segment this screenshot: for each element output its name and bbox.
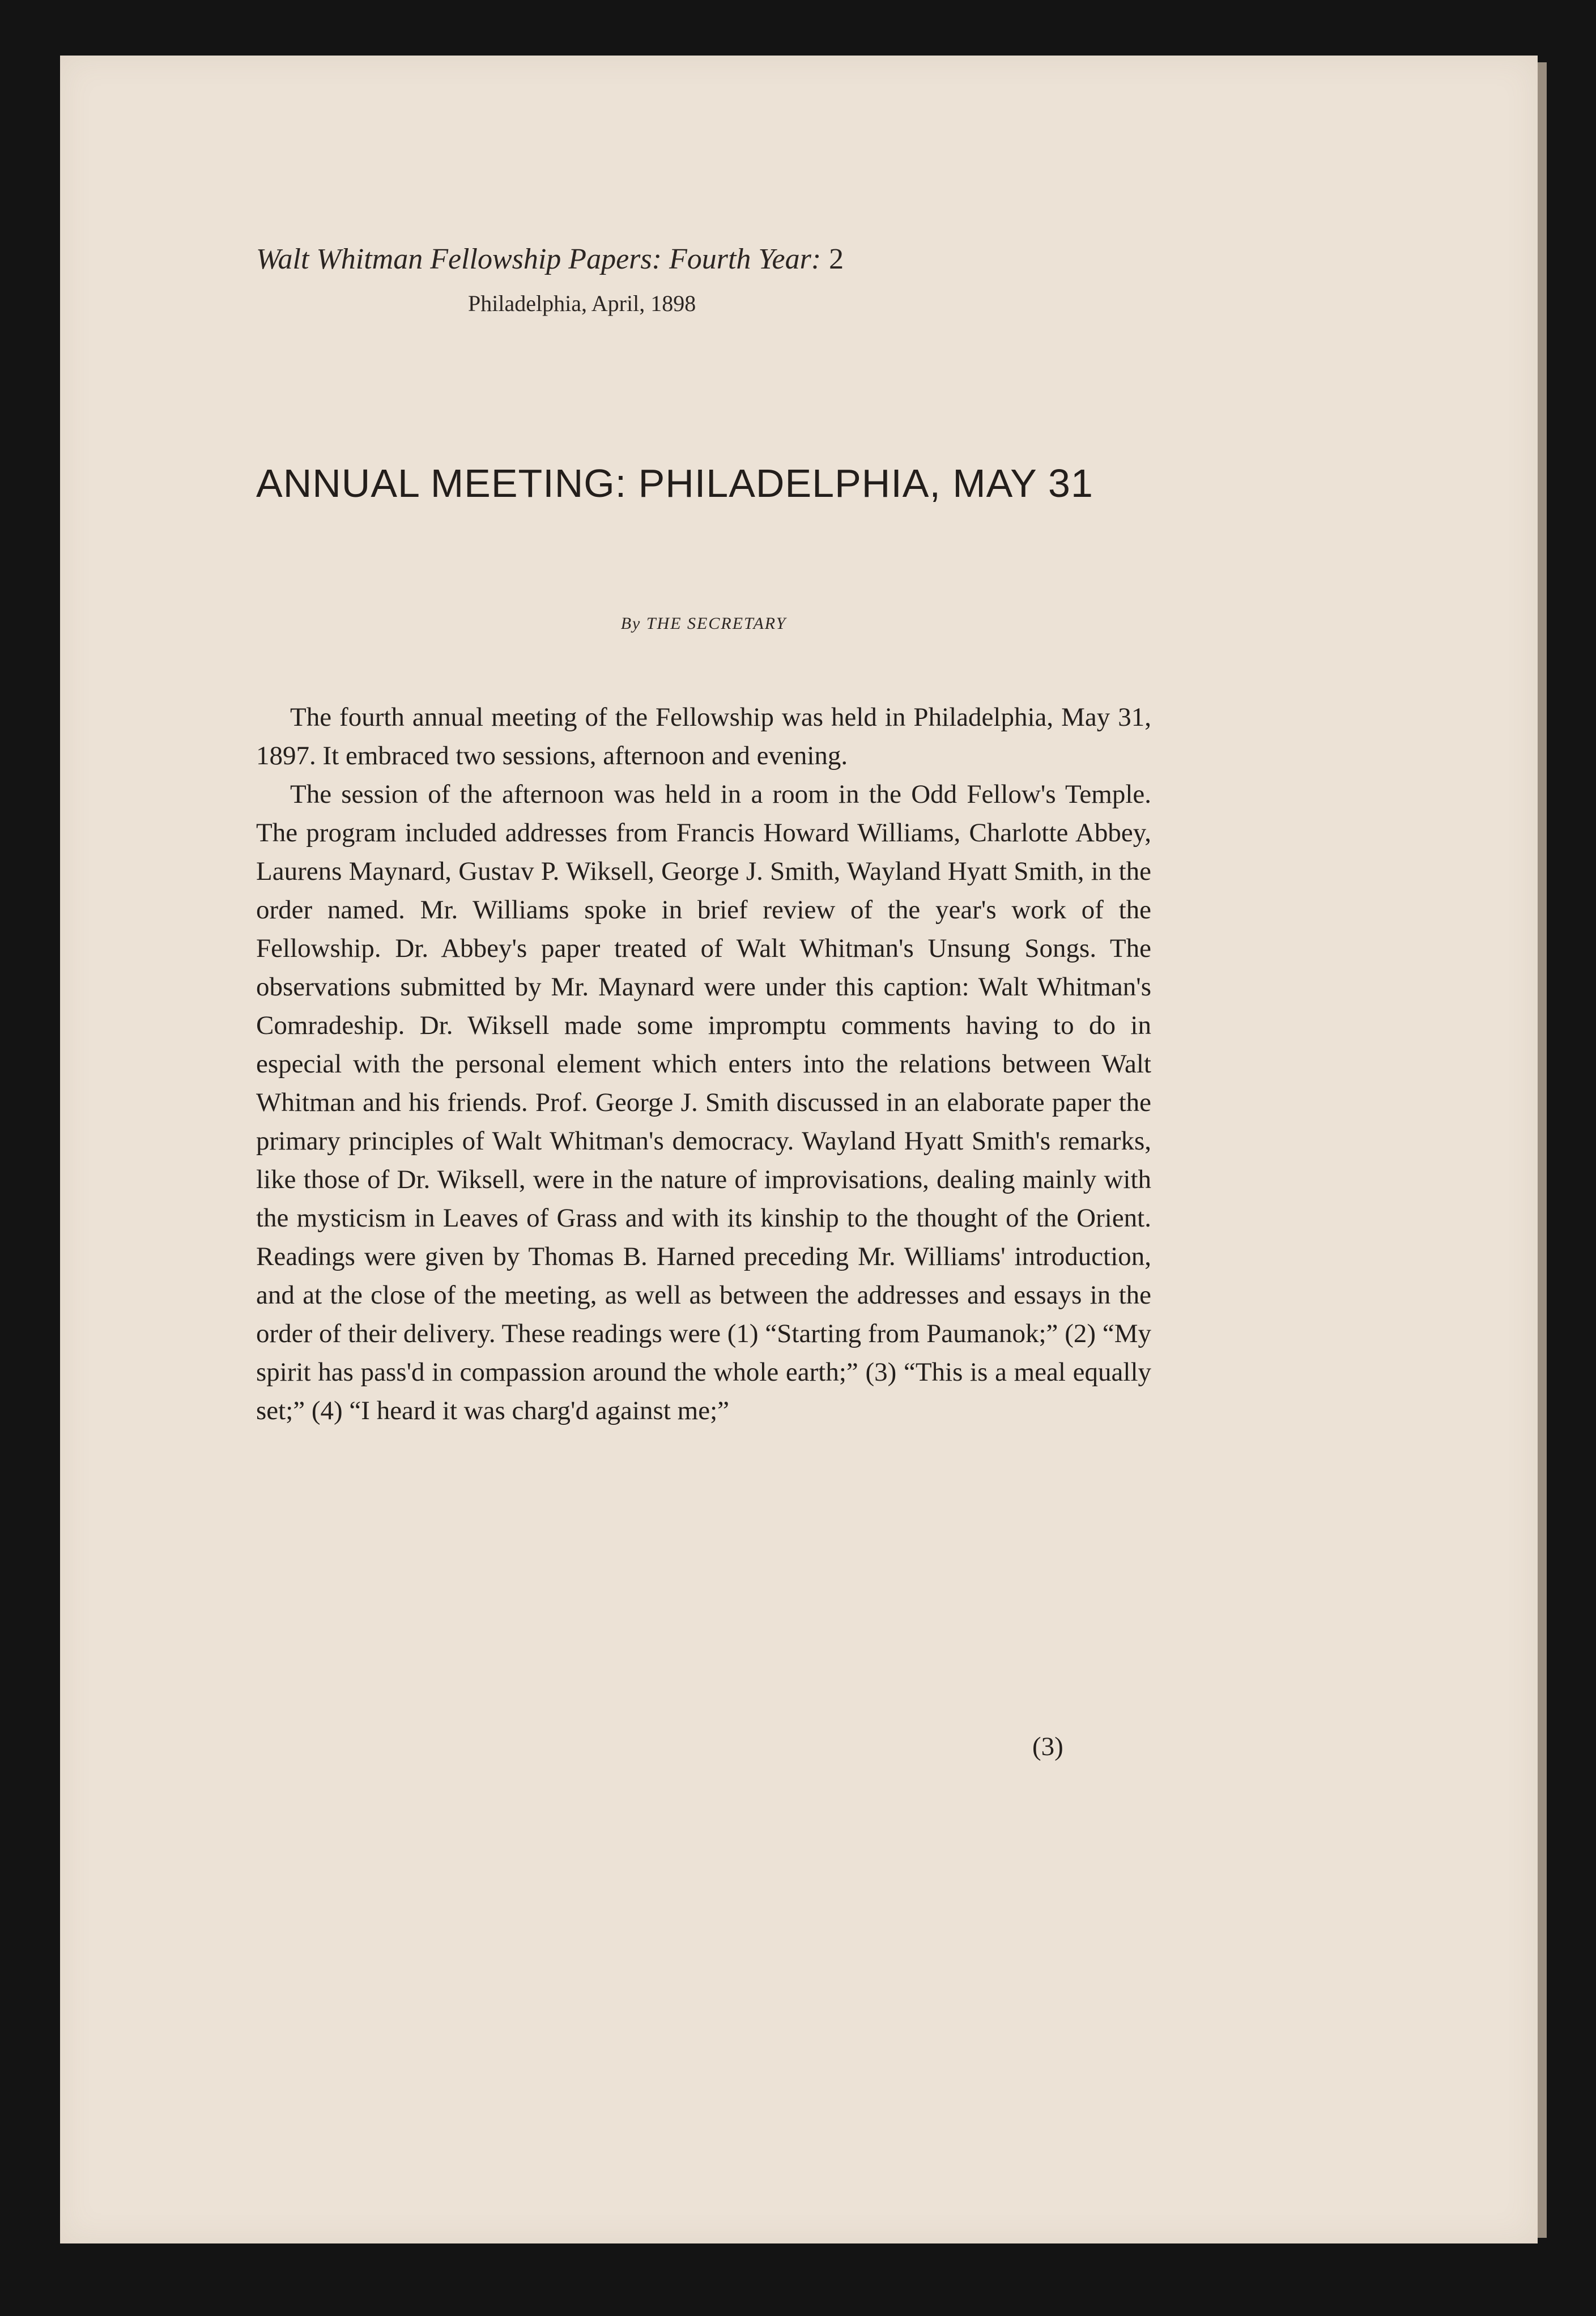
series-title: Walt Whitman Fellowship Papers: Fourth Year:	[256, 243, 822, 275]
paragraph: The fourth annual meeting of the Fellowship was held in Philadelphia, May 31, 1897. It embraced two sessions, afternoon and evening.	[256, 703, 1151, 770]
article-body	[256, 698, 1151, 1430]
running-head	[256, 245, 1049, 274]
article-title: ANNUAL MEETING: PHILADELPHIA, MAY 31	[256, 461, 1093, 505]
page-number: (3)	[1032, 1732, 1063, 1761]
series-number: 2	[829, 243, 844, 275]
paragraph: The session of the afternoon was held in a room in the Odd Fellow's Temple. The program included addresses from Francis Howard Williams, Charlotte Abbey, Laurens Maynard, Gustav P. Wiksell, George J. Smith, Wayland Hyatt Smith, in the order named. Mr. Williams spoke in brief review of the year's work of the Fellowship. Dr. Abbey's paper treated of Walt Whitman's Unsung Songs. The observations submitted by Mr. Maynard were under this caption: Walt Whitman's Comradeship. Dr. Wiksell made some impromptu comments having to do in especial with the personal element which enters into the relations between Walt Whitman and his friends. Prof. George J. Smith discussed in an elaborate paper the primary principles of Walt Whitman's democracy. Wayland Hyatt Smith's remarks, like those of Dr. Wiksell, were in the nature of improvisations, dealing mainly with the mysticism in Leaves of Grass and with its kinship to the thought of the Orient. Readings were given by Thomas B. Harned preceding Mr. Williams' introduction, and at the close of the meeting, as well as between the addresses and essays in the order of their delivery. These readings were (1) “Starting from Paumanok;” (2) “My spirit has pass'd in compassion around the whole earth;” (3) “This is a meal equally set;” (4) “I heard it was charg'd against me;”	[256, 780, 1151, 1425]
document-page	[60, 56, 1538, 2243]
imprint-line: Philadelphia, April, 1898	[468, 291, 696, 316]
page-edge	[1538, 62, 1547, 2238]
byline: By THE SECRETARY	[620, 614, 787, 633]
